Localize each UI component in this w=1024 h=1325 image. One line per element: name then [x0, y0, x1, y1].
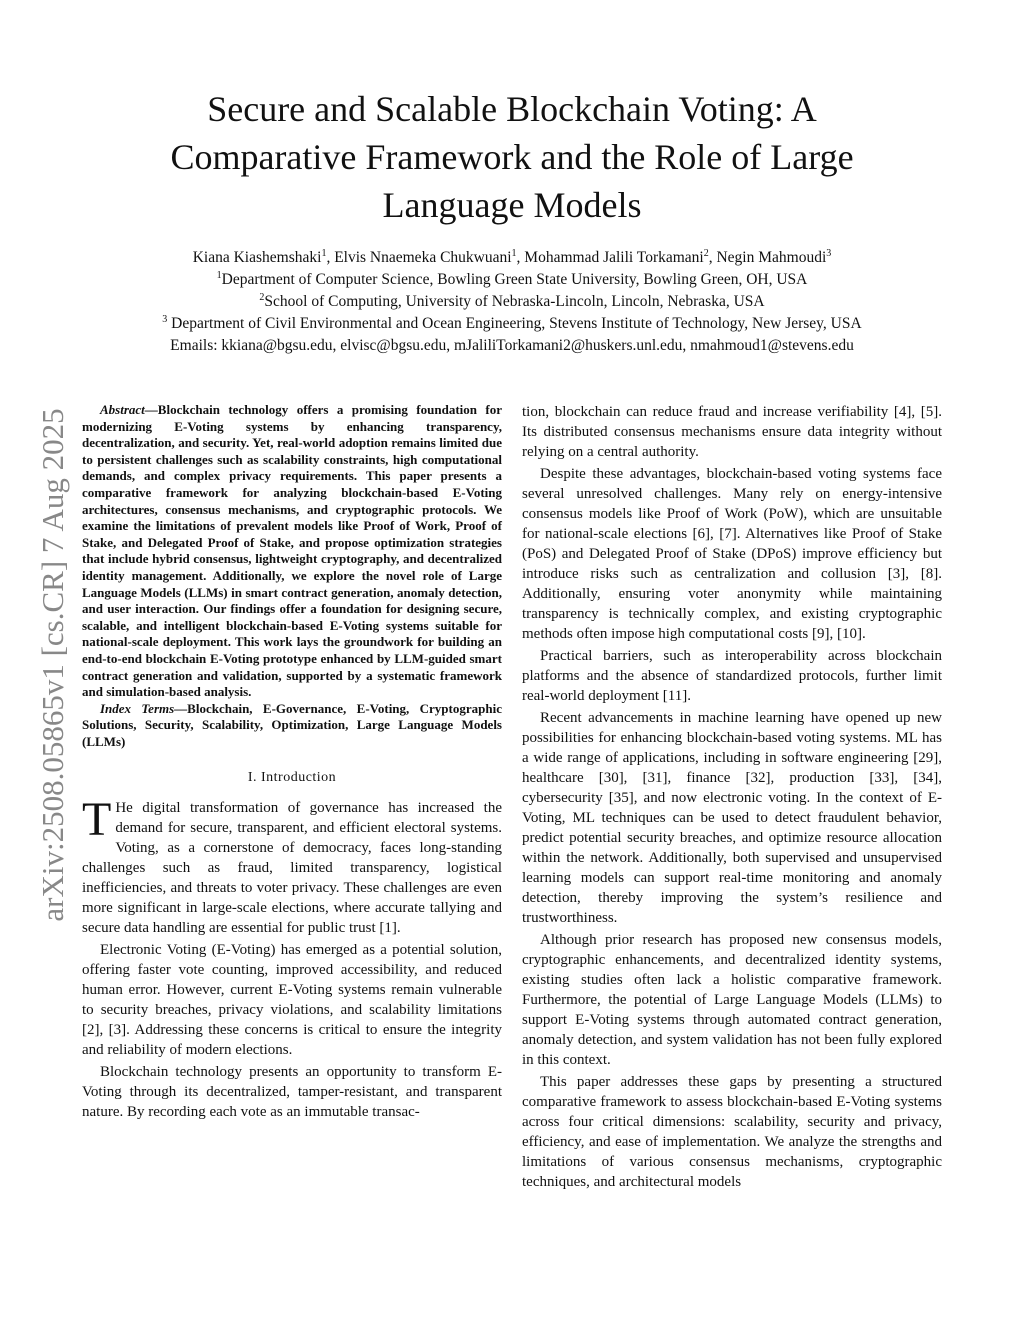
author-name: Negin Mahmoudi	[716, 249, 827, 266]
author-separator: ,	[516, 249, 525, 266]
author-name: Mohammad Jalili Torkamani	[524, 249, 704, 266]
author-affil-sup: 1	[321, 247, 327, 259]
section-heading: I. Introduction	[247, 770, 337, 786]
abstract-paragraph	[82, 402, 502, 701]
index-terms-label: Index Terms	[100, 700, 175, 716]
intro-paragraph: Electronic Voting (E-Voting) has emerged as a potential solution, offering faster vote counting, improved accessibility, and reduced human error. However, current E-Voting systems remain vulnerable to security breaches, privacy violations, and scalability limitations [2], [3]. Addressing these concerns is critical to ensure the integrity and reliability of modern elections.	[82, 942, 502, 1059]
affiliation-sup: 1	[216, 269, 222, 281]
author-name: Elvis Nnaemeka Chukwuani	[334, 249, 512, 266]
author-separator: ,	[708, 249, 717, 266]
abstract-label: Abstract	[100, 402, 145, 417]
drop-cap: T	[82, 793, 112, 847]
affiliation-text: Department of Computer Science, Bowling Green State University, Bowling Green, OH, USA	[221, 271, 808, 288]
intro-paragraph: Blockchain technology presents an opportunity to transform E-Voting through its decentralized, tamper-resistant, and transparent nature. By recording each vote as an immutable transac-	[82, 1064, 502, 1121]
author-affil-sup: 1	[511, 247, 517, 259]
author-names	[40, 247, 984, 269]
author-name: Kiana Kiashemshaki	[192, 249, 322, 266]
affiliation-sup: 3	[162, 313, 168, 325]
affiliation-text: School of Computing, University of Nebraska-Lincoln, Lincoln, Nebraska, USA	[264, 293, 765, 310]
intro-paragraph-text: He digital transformation of governance has increased the demand for secure, transparent, and efficient electoral systems. Voting, as a cornerstone of democracy, faces long-standing challenges such as fraud, limited transparency, logistical inefficiencies, and threats to voter privacy. These challenges are even more significant in large-scale elections, where accurate tallying and secure data handling are essential for public trust [1].	[82, 800, 502, 937]
intro-paragraph: This paper addresses these gaps by presenting a structured comparative framework to assess blockchain-based E-Voting systems across four critical dimensions: scalability, security and privacy, efficiency, and ease of implementation. We analyze the strengths and limitations of various consensus mechanisms, cryptographic techniques, and architectural models	[522, 1074, 942, 1190]
paper-title	[90, 85, 934, 229]
affiliation	[40, 313, 984, 335]
intro-paragraph: Although prior research has proposed new consensus models, cryptographic enhancements, and decentralized identity systems, existing studies often lack a holistic comparative framework. Furthermore, the potential of Large Language Models (LLMs) to support E-Voting systems through automated contract generation, anomaly detection, and system validation has not been fully explored in this context.	[522, 932, 942, 1068]
right-column	[522, 402, 942, 1192]
title-line: Language Models	[382, 185, 642, 225]
intro-paragraph	[82, 793, 502, 938]
affiliation	[40, 269, 984, 291]
intro-paragraph: tion, blockchain can reduce fraud and increase verifiability [4], [5]. Its distributed consensus mechanisms ensure data integrity without relying on a central authority.	[522, 404, 942, 460]
intro-paragraph: Despite these advantages, blockchain-based voting systems face several unresolved challenges. Many rely on energy-intensive consensus models like Proof of Work (PoW), which are unsuitable for national-scale elections [6], [7]. Alternatives like Proof of Stake (PoS) and Delegated Proof of Stake (DPoS) improve efficiency but introduce risks such as centralization and collusion [3], [8]. Additionally, ensuring voter anonymity while maintaining transparency is technically complex, and existing cryptographic methods often impose high computational costs [9], [10].	[522, 466, 942, 642]
affiliation-sup: 2	[259, 291, 265, 303]
abstract-text: —Blockchain technology offers a promising foundation for modernizing E-Voting systems by enhancing transparency, decentralization, and security. Yet, real-world adoption remains limited due to persistent challenges such as scalability constraints, high computational demands, and complex privacy requirements. This paper presents a comparative framework for analyzing blockchain-based E-Voting architectures, consensus mechanisms, and cryptographic protocols. We examine the limitations of prevalent models like Proof of Work, Proof of Stake, and Delegated Proof of Stake, and propose optimization strategies that include hybrid consensus, lightweight cryptography, and decentralized identity management. Additionally, we explore the novel role of Large Language Models (LLMs) in smart contract generation, anomaly detection, and user interaction. Our findings offer a foundation for designing secure, scalable, and intelligent blockchain-based E-Voting systems suitable for national-scale deployment. This work lays the groundwork for building an end-to-end blockchain E-Voting prototype enhanced by LLM-guided smart contract generation and validation, supported by a systematic framework and simulation-based analysis.	[82, 402, 502, 700]
intro-paragraph: Recent advancements in machine learning have opened up new possibilities for enhancing blockchain-based voting systems. ML has a wide range of applications, including in software engineering [29], healthcare [30], [31], finance [32], production [33], [34], cybersecurity [35], and now electronic voting. In the context of E-Voting, ML techniques can be used to detect fraudulent behavior, predict potential security breaches, and optimize resource allocation within the network. Additionally, both supervised and unsupervised learning models can support real-time monitoring and anomaly detection, thereby improving the system’s resilience and trustworthiness.	[522, 710, 942, 926]
author-emails: Emails: kkiana@bgsu.edu, elvisc@bgsu.edu, mJaliliTorkamani2@huskers.unl.edu, nmahmoud1@stevens.edu	[170, 337, 854, 354]
index-terms	[82, 701, 502, 751]
affiliation-text: Department of Civil Environmental and Ocean Engineering, Stevens Institute of Technology, New Jersey, USA	[167, 315, 862, 332]
author-block	[40, 247, 984, 357]
left-column	[82, 402, 502, 1122]
affiliation	[40, 291, 984, 313]
arxiv-stamp: arXiv:2508.05865v1 [cs.CR] 7 Aug 2025	[35, 408, 70, 922]
abstract	[82, 402, 502, 750]
author-affil-sup: 3	[826, 247, 832, 259]
title-line: Secure and Scalable Blockchain Voting: A	[207, 89, 817, 129]
title-line: Comparative Framework and the Role of Large	[170, 137, 854, 177]
index-terms-text: —Blockchain, E-Governance, E-Voting, Cryptographic Solutions, Security, Scalability, Optimization, Large Language Models (LLMs)	[82, 700, 502, 749]
author-affil-sup: 2	[703, 247, 709, 259]
author-separator: ,	[326, 249, 335, 266]
intro-paragraph: Practical barriers, such as interoperability across blockchain platforms and the absence of standardized protocols, further limit real-world deployment [11].	[522, 648, 942, 704]
